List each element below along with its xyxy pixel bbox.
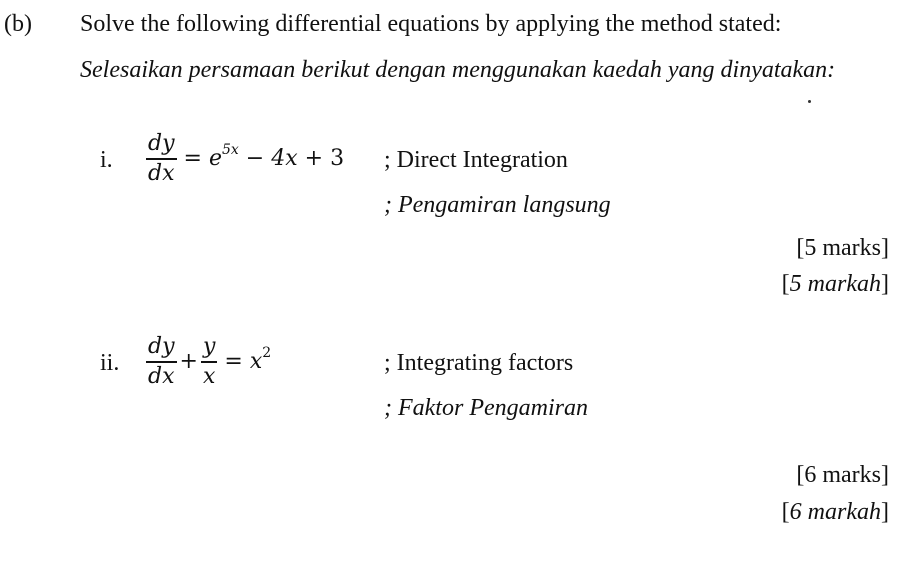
stray-dot xyxy=(808,100,811,103)
marks-malay-text: 6 markah xyxy=(789,499,881,525)
bracket-close: ] xyxy=(881,271,889,297)
question-ii-marks-english: [6 marks] xyxy=(796,462,889,488)
y-over-x-fraction xyxy=(201,334,217,390)
x-squared-term xyxy=(249,345,272,375)
fraction-denominator: x xyxy=(202,363,216,389)
bracket-open: [ xyxy=(781,499,790,525)
dy-dx-fraction xyxy=(146,131,177,187)
question-ii-method-malay: ; Faktor Pengamiran xyxy=(384,395,588,421)
equals-sign: = xyxy=(183,146,202,172)
fraction-denominator: dx xyxy=(148,160,175,186)
rhs-power: 2 xyxy=(262,345,272,362)
question-i-number: i. xyxy=(100,147,113,173)
minus-sign: − xyxy=(245,146,265,172)
bracket-open: [ xyxy=(781,271,790,297)
fraction-numerator: dy xyxy=(148,131,175,156)
question-i-marks-malay xyxy=(782,270,889,298)
rhs-base: x xyxy=(249,349,263,375)
question-i-equation xyxy=(146,131,344,187)
marks-malay-text: 5 markah xyxy=(789,271,881,297)
question-i-method-english: ; Direct Integration xyxy=(384,147,568,173)
plus-sign: + xyxy=(179,349,198,375)
fraction-numerator: y xyxy=(202,334,216,359)
fraction-bar xyxy=(146,361,177,363)
constant-term: 3 xyxy=(330,146,345,172)
equals-sign: = xyxy=(224,349,243,375)
question-ii-method-english: ; Integrating factors xyxy=(384,350,574,376)
question-i-marks-english: [5 marks] xyxy=(796,235,889,261)
fraction-bar xyxy=(201,361,217,363)
question-i-method-malay: ; Pengamiran langsung xyxy=(384,192,611,218)
exp-base: e xyxy=(208,146,222,172)
fraction-bar xyxy=(146,158,177,160)
plus-sign: + xyxy=(304,146,324,172)
linear-term: 4x xyxy=(271,146,298,172)
question-ii-number: ii. xyxy=(100,350,120,376)
part-label: (b) xyxy=(4,11,32,37)
question-ii-equation xyxy=(146,334,271,390)
bracket-close: ] xyxy=(881,499,889,525)
question-ii-marks-malay xyxy=(782,498,889,526)
dy-dx-fraction xyxy=(146,334,177,390)
instruction-english: Solve the following differential equations by applying the method stated: xyxy=(80,11,782,37)
exponential-term xyxy=(208,142,239,172)
fraction-numerator: dy xyxy=(148,334,175,359)
instruction-malay: Selesaikan persamaan berikut dengan menggunakan kaedah yang dinyatakan: xyxy=(80,57,836,83)
fraction-denominator: dx xyxy=(148,363,175,389)
exp-power: 5x xyxy=(221,142,239,159)
